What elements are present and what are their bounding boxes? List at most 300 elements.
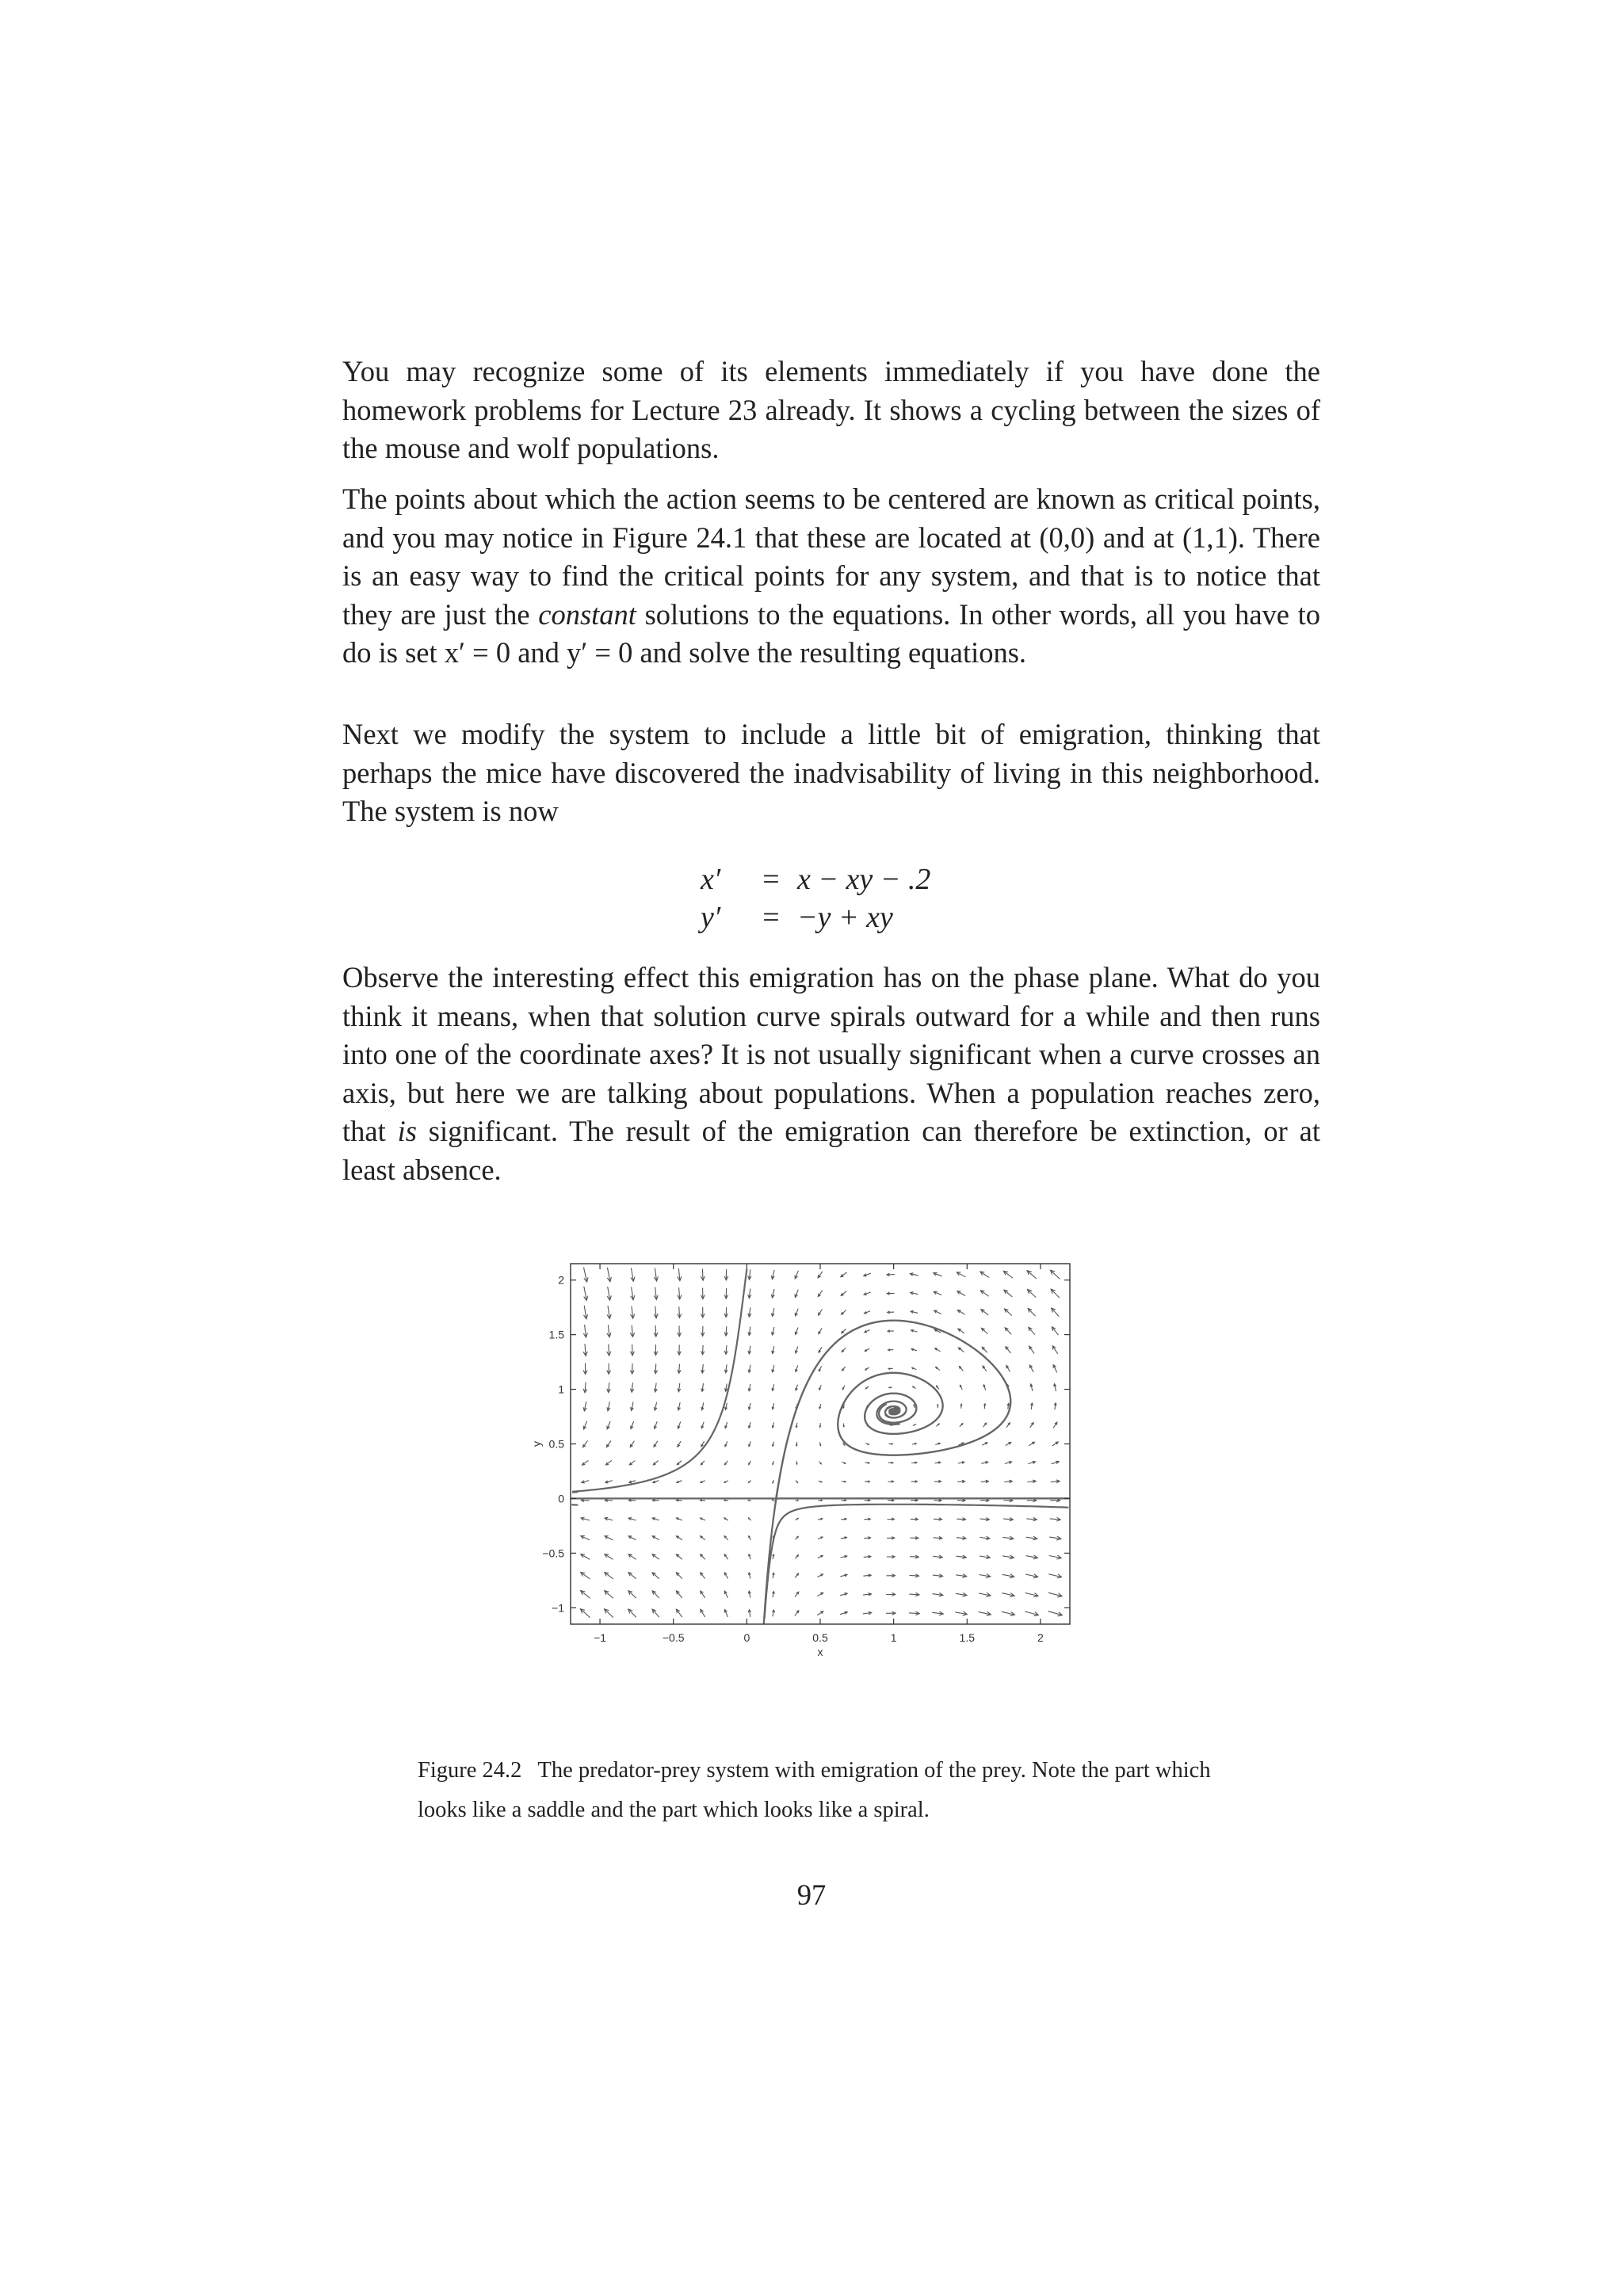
field-arrow	[819, 1347, 822, 1352]
field-arrow	[841, 1537, 847, 1539]
field-arrow	[724, 1610, 727, 1618]
field-arrow	[1048, 1574, 1061, 1578]
field-arrow	[957, 1272, 965, 1277]
field-arrow	[654, 1421, 657, 1428]
field-arrow	[628, 1518, 636, 1520]
field-arrow	[934, 1291, 941, 1295]
field-arrow	[631, 1287, 635, 1299]
field-arrow	[1006, 1347, 1011, 1353]
field-arrow	[958, 1329, 964, 1333]
field-arrow	[1028, 1461, 1035, 1463]
field-arrow	[865, 1367, 869, 1370]
system-equations	[701, 860, 930, 936]
field-arrow	[653, 1481, 659, 1483]
field-arrow	[1049, 1555, 1062, 1559]
field-arrow	[1029, 1346, 1035, 1353]
field-arrow	[1005, 1309, 1012, 1316]
field-arrow	[1002, 1555, 1014, 1559]
field-arrow	[1027, 1271, 1037, 1279]
field-arrow	[795, 1536, 798, 1539]
field-arrow	[795, 1328, 798, 1335]
equation-y-rhs: −y + xy	[797, 901, 893, 934]
field-arrow	[1006, 1443, 1011, 1446]
field-arrow	[701, 1364, 705, 1373]
field-arrow	[795, 1555, 798, 1559]
field-arrow	[631, 1363, 635, 1374]
field-arrow	[1054, 1384, 1056, 1391]
x-tick-label: 0.5	[812, 1631, 828, 1644]
field-arrow	[725, 1461, 728, 1465]
field-arrow	[911, 1348, 917, 1351]
field-arrow	[888, 1518, 895, 1520]
field-arrow	[701, 1268, 705, 1280]
field-arrow	[676, 1573, 682, 1579]
y-tick-label: 1	[558, 1383, 564, 1396]
field-arrow	[749, 1442, 751, 1447]
field-arrow	[887, 1273, 895, 1276]
field-arrow	[584, 1306, 588, 1319]
field-arrow	[773, 1573, 774, 1578]
field-arrow	[840, 1611, 848, 1615]
field-arrow	[701, 1383, 705, 1391]
caption-number: Figure 24.2	[418, 1758, 522, 1783]
paragraph-4	[342, 959, 1320, 1189]
field-arrow	[652, 1573, 659, 1579]
field-arrow	[748, 1365, 750, 1373]
field-arrow	[676, 1609, 682, 1617]
field-arrow	[1052, 1442, 1059, 1446]
field-arrow	[957, 1480, 964, 1482]
field-arrow	[629, 1481, 636, 1483]
field-arrow	[748, 1289, 751, 1299]
field-arrow	[748, 1327, 751, 1336]
field-arrow	[935, 1462, 941, 1464]
field-arrow	[701, 1500, 705, 1501]
field-arrow	[678, 1287, 682, 1299]
field-arrow	[581, 1573, 590, 1579]
field-arrow	[676, 1536, 682, 1540]
field-arrow	[1003, 1536, 1014, 1540]
field-arrow	[960, 1404, 962, 1409]
field-arrow	[817, 1611, 823, 1615]
field-arrow	[819, 1404, 821, 1409]
field-arrow	[933, 1592, 943, 1596]
field-arrow	[654, 1383, 657, 1393]
field-arrow	[1052, 1346, 1058, 1354]
field-arrow	[583, 1421, 586, 1429]
field-arrow	[581, 1517, 590, 1520]
field-arrow	[911, 1499, 918, 1501]
field-arrow	[652, 1518, 659, 1520]
field-arrow	[957, 1499, 965, 1502]
field-arrow	[748, 1308, 751, 1318]
field-arrow	[653, 1461, 658, 1465]
field-arrow	[607, 1306, 611, 1318]
field-arrow	[607, 1325, 611, 1337]
field-arrow	[818, 1272, 823, 1278]
field-arrow	[889, 1444, 893, 1445]
field-arrow	[886, 1611, 896, 1615]
field-arrow	[749, 1554, 750, 1559]
y-tick-label: 1.5	[548, 1328, 564, 1341]
field-arrow	[842, 1348, 846, 1352]
field-arrow	[889, 1387, 892, 1388]
field-arrow	[796, 1442, 797, 1446]
field-arrow	[979, 1574, 990, 1578]
field-arrow	[863, 1611, 872, 1615]
field-arrow	[865, 1444, 869, 1445]
field-arrow	[724, 1554, 727, 1559]
field-arrow	[818, 1574, 823, 1577]
equation-x-lhs: x′	[701, 863, 721, 896]
field-arrow	[865, 1348, 869, 1351]
field-arrow	[1027, 1480, 1036, 1483]
field-arrow	[749, 1536, 751, 1540]
x-tick-label: 1.5	[959, 1631, 976, 1644]
field-arrow	[607, 1383, 610, 1393]
field-arrow	[933, 1574, 943, 1577]
field-arrow	[583, 1383, 587, 1393]
x-tick-label: 1	[890, 1631, 897, 1644]
field-arrow	[984, 1404, 986, 1409]
field-arrow	[583, 1344, 587, 1356]
y-tick-label: 2	[558, 1273, 564, 1287]
field-arrow	[1025, 1593, 1039, 1597]
field-arrow	[796, 1423, 797, 1428]
field-arrow	[796, 1385, 798, 1390]
field-arrow	[749, 1518, 751, 1520]
paragraph-1-text: You may recognize some of its elements immediately if you have done the homework problems for Lecture 23 already. It shows a cycling between the sizes of the mouse and wolf populations.	[342, 355, 1320, 464]
field-arrow	[842, 1462, 846, 1463]
field-arrow	[772, 1327, 775, 1335]
field-arrow	[913, 1386, 916, 1389]
field-arrow	[773, 1554, 774, 1559]
field-arrow	[795, 1592, 799, 1596]
field-arrow	[724, 1288, 728, 1299]
field-arrow	[749, 1573, 751, 1578]
field-arrow	[886, 1592, 896, 1596]
field-arrow	[677, 1481, 682, 1483]
field-arrow	[911, 1481, 918, 1483]
field-arrow	[909, 1611, 919, 1615]
field-arrow	[701, 1461, 705, 1465]
paragraph-4-text	[342, 959, 1320, 1189]
paragraph-2-part-2: solutions to the equations. In other words, all you have to do is set x′ = 0 and y′ = 0 and solve the resulting equations.	[342, 597, 1321, 669]
field-arrow	[956, 1592, 967, 1596]
field-arrow	[772, 1500, 774, 1502]
field-arrow	[654, 1306, 658, 1318]
field-arrow	[678, 1325, 682, 1337]
field-arrow	[841, 1518, 846, 1520]
field-arrow	[935, 1348, 941, 1352]
field-arrow	[795, 1611, 799, 1616]
field-arrow	[748, 1591, 750, 1597]
direction-field	[580, 1268, 1062, 1618]
field-arrow	[1050, 1517, 1061, 1521]
phase-plane-chart	[523, 1232, 1094, 1660]
field-arrow	[1052, 1461, 1060, 1464]
field-arrow	[607, 1344, 611, 1356]
field-arrow	[842, 1386, 845, 1390]
field-arrow	[819, 1442, 821, 1445]
field-arrow	[676, 1591, 682, 1598]
field-arrow	[982, 1443, 987, 1445]
field-arrow	[581, 1536, 590, 1540]
field-arrow	[631, 1383, 634, 1392]
field-arrow	[863, 1593, 871, 1596]
field-arrow	[843, 1424, 845, 1427]
field-arrow	[910, 1555, 918, 1558]
y-tick-label: 0	[558, 1492, 564, 1505]
field-arrow	[701, 1288, 705, 1299]
field-arrow	[795, 1271, 798, 1279]
field-arrow	[1028, 1290, 1037, 1298]
field-arrow	[605, 1499, 613, 1501]
field-arrow	[910, 1574, 919, 1577]
field-arrow	[1003, 1271, 1013, 1278]
solution-curves	[571, 1269, 1070, 1624]
equation-y	[701, 898, 930, 936]
field-arrow	[1052, 1308, 1060, 1317]
field-arrow	[773, 1442, 774, 1447]
field-arrow	[724, 1307, 727, 1318]
field-arrow	[676, 1499, 682, 1501]
field-arrow	[1003, 1518, 1013, 1521]
field-arrow	[863, 1574, 871, 1577]
field-arrow	[631, 1344, 635, 1356]
x-tick-label: −1	[594, 1631, 607, 1644]
field-arrow	[1005, 1328, 1011, 1334]
field-arrow	[701, 1307, 705, 1318]
field-arrow	[605, 1554, 613, 1560]
field-arrow	[1030, 1423, 1034, 1428]
field-arrow	[980, 1518, 990, 1521]
field-arrow	[956, 1574, 967, 1578]
field-arrow	[701, 1591, 705, 1598]
field-arrow	[981, 1480, 989, 1482]
field-arrow	[1026, 1517, 1037, 1521]
field-arrow	[584, 1287, 588, 1301]
field-arrow	[1049, 1536, 1061, 1540]
equation-x	[701, 860, 930, 898]
field-arrow	[581, 1554, 590, 1560]
field-arrow	[866, 1386, 869, 1389]
field-arrow	[628, 1609, 636, 1617]
field-arrow	[1006, 1366, 1010, 1372]
field-arrow	[957, 1555, 967, 1558]
y-tick-label: −0.5	[542, 1547, 564, 1560]
field-arrow	[652, 1499, 659, 1501]
field-arrow	[1025, 1611, 1038, 1616]
field-arrow	[1030, 1365, 1034, 1372]
field-arrow	[910, 1273, 918, 1276]
field-arrow	[724, 1269, 728, 1280]
x-axis-label: x	[817, 1646, 823, 1658]
field-arrow	[631, 1268, 635, 1281]
field-arrow	[819, 1366, 821, 1371]
field-arrow	[841, 1291, 846, 1296]
field-arrow	[1053, 1422, 1057, 1428]
field-arrow	[654, 1441, 658, 1447]
field-arrow	[724, 1364, 727, 1372]
field-arrow	[1054, 1403, 1056, 1410]
field-arrow	[606, 1441, 611, 1447]
field-arrow	[678, 1344, 681, 1355]
field-arrow	[724, 1573, 727, 1579]
y-tick-label: −1	[552, 1601, 564, 1615]
field-arrow	[724, 1518, 728, 1520]
field-arrow	[629, 1461, 635, 1466]
field-arrow	[606, 1460, 612, 1465]
field-arrow	[748, 1384, 750, 1391]
field-arrow	[959, 1348, 964, 1352]
x-tick-label: 0	[743, 1631, 750, 1644]
field-arrow	[701, 1573, 705, 1579]
field-arrow	[817, 1592, 823, 1596]
field-arrow	[957, 1291, 965, 1296]
field-arrow	[932, 1611, 943, 1615]
field-arrow	[580, 1609, 590, 1618]
field-arrow	[936, 1424, 939, 1426]
field-arrow	[795, 1309, 798, 1316]
field-arrow	[819, 1385, 822, 1390]
field-arrow	[796, 1366, 798, 1372]
field-arrow	[749, 1422, 751, 1428]
field-arrow	[1048, 1592, 1062, 1597]
field-arrow	[628, 1554, 636, 1560]
field-arrow	[910, 1537, 918, 1540]
field-arrow	[887, 1292, 894, 1295]
field-arrow	[725, 1422, 727, 1428]
field-arrow	[936, 1367, 940, 1370]
field-arrow	[933, 1555, 942, 1558]
x-tick-label: 2	[1037, 1631, 1044, 1644]
field-arrow	[979, 1611, 991, 1615]
field-arrow	[583, 1325, 587, 1337]
field-arrow	[864, 1537, 871, 1539]
phase-plane-figure	[523, 1232, 1094, 1660]
field-arrow	[888, 1462, 893, 1463]
field-arrow	[631, 1306, 635, 1319]
field-arrow	[677, 1461, 682, 1465]
field-arrow	[652, 1536, 659, 1540]
paragraph-3	[342, 715, 1320, 831]
field-arrow	[630, 1441, 634, 1447]
field-arrow	[980, 1555, 991, 1559]
field-arrow	[678, 1268, 682, 1281]
field-arrow	[631, 1421, 634, 1429]
field-arrow	[749, 1461, 751, 1465]
field-arrow	[628, 1591, 636, 1598]
field-arrow	[819, 1481, 822, 1482]
field-arrow	[678, 1421, 681, 1428]
field-arrow	[628, 1573, 636, 1579]
field-arrow	[842, 1310, 846, 1315]
field-arrow	[842, 1481, 846, 1482]
field-arrow	[1002, 1611, 1015, 1615]
field-arrow	[773, 1461, 774, 1465]
field-arrow	[772, 1365, 774, 1372]
y-tick-label: 0.5	[548, 1437, 564, 1451]
field-arrow	[654, 1325, 658, 1337]
field-arrow	[1029, 1327, 1035, 1334]
field-arrow	[796, 1481, 798, 1483]
field-arrow	[819, 1462, 822, 1464]
field-arrow	[678, 1306, 682, 1318]
field-arrow	[841, 1272, 847, 1277]
field-arrow	[795, 1290, 798, 1298]
field-arrow	[1026, 1536, 1037, 1540]
field-arrow	[983, 1423, 987, 1427]
field-arrow	[1051, 1480, 1060, 1483]
field-arrow	[583, 1440, 588, 1447]
field-arrow	[979, 1592, 991, 1596]
field-arrow	[772, 1308, 775, 1317]
field-arrow	[980, 1536, 990, 1539]
field-arrow	[701, 1345, 705, 1355]
field-arrow	[771, 1289, 774, 1298]
field-arrow	[934, 1310, 941, 1314]
paragraph-4-part-2: significant. The result of the emigration can therefore be extinction, or at least absence.	[342, 1115, 1320, 1186]
field-arrow	[607, 1268, 611, 1282]
field-arrow	[1006, 1423, 1010, 1428]
field-arrow	[678, 1364, 681, 1374]
field-arrow	[701, 1554, 705, 1559]
field-arrow	[841, 1555, 847, 1558]
field-arrow	[654, 1344, 658, 1355]
field-arrow	[583, 1363, 587, 1374]
field-arrow	[934, 1480, 941, 1482]
field-arrow	[983, 1366, 987, 1371]
paragraph-2-emphasis: constant	[538, 597, 636, 631]
field-arrow	[864, 1292, 870, 1295]
field-arrow	[888, 1330, 894, 1333]
field-arrow	[1004, 1480, 1012, 1483]
field-arrow	[654, 1287, 658, 1300]
field-arrow	[678, 1402, 680, 1410]
field-arrow	[1005, 1461, 1012, 1463]
field-arrow	[1030, 1384, 1033, 1391]
page-number: 97	[796, 1878, 827, 1911]
field-arrow	[909, 1592, 919, 1596]
field-arrow	[1025, 1555, 1037, 1559]
field-arrow	[724, 1326, 727, 1336]
field-arrow	[630, 1325, 634, 1337]
field-arrow	[724, 1500, 728, 1501]
field-arrow	[888, 1368, 893, 1370]
field-arrow	[818, 1537, 823, 1539]
field-arrow	[678, 1441, 681, 1447]
field-arrow	[957, 1536, 966, 1539]
field-arrow	[840, 1593, 847, 1596]
field-arrow	[654, 1402, 657, 1410]
field-arrow	[840, 1574, 847, 1577]
field-arrow	[1004, 1290, 1013, 1297]
equation-x-op: =	[762, 863, 780, 896]
paragraph-4-part-1: Observe the interesting effect this emigration has on the phase plane. What do you think it means, when that solution curve spirals outward for a while and then runs into one of the coordinate axes? It is not usually significant when a curve crosses an axis, but here we are talking about populations. When a population reaches zero, that	[342, 961, 1320, 1147]
field-arrow	[725, 1384, 727, 1392]
y-axis-label: y	[530, 1441, 543, 1447]
field-arrow	[772, 1403, 774, 1409]
field-arrow	[864, 1518, 870, 1520]
field-arrow	[628, 1499, 636, 1501]
field-arrow	[842, 1500, 846, 1501]
field-arrow	[773, 1480, 774, 1483]
field-arrow	[1048, 1611, 1063, 1616]
field-arrow	[914, 1405, 915, 1408]
field-arrow	[911, 1310, 918, 1313]
field-arrow	[652, 1609, 659, 1617]
